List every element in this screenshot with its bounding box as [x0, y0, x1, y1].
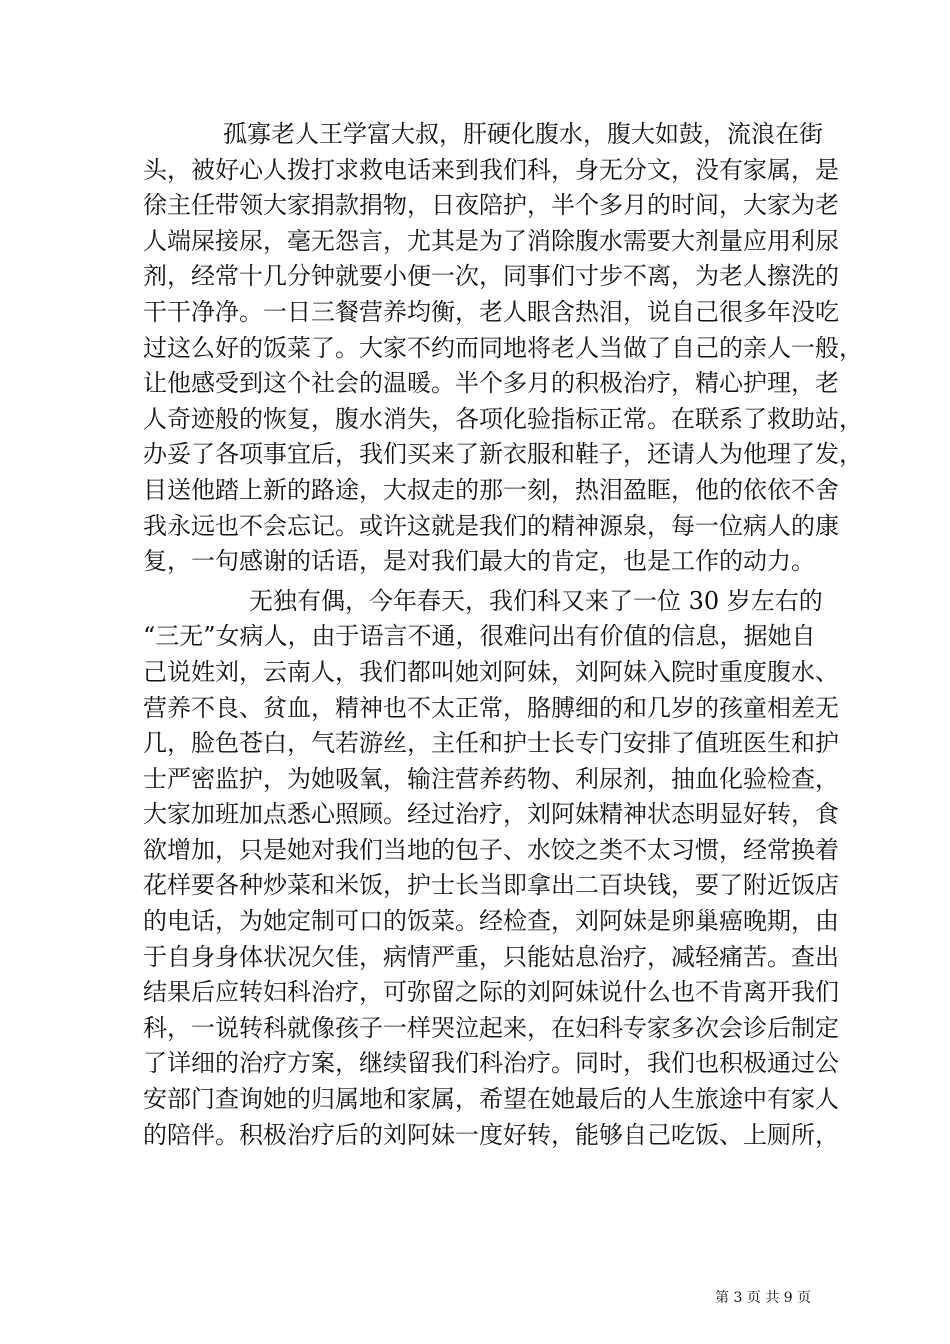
text-line: 科，一说转科就像孩子一样哭泣起来，在妇科专家多次会诊后制定 [143, 1013, 839, 1042]
page-number-footer: 第 3 页 共 9 页 [715, 1290, 812, 1306]
text-line: 大家加班加点悉心照顾。经过治疗，刘阿妹精神状态明显好转，食 [143, 800, 839, 829]
text-line: “三无”女病人，由于语言不通，很难问出有价值的信息，据她自 [143, 622, 816, 651]
text-line: 欲增加，只是她对我们当地的包子、水饺之类不太习惯，经常换着 [143, 835, 839, 864]
text-line: 办妥了各项事宜后，我们买来了新衣服和鞋子，还请人为他理了发， [143, 440, 863, 469]
text-line: 了详细的治疗方案，继续留我们科治疗。同时，我们也积极通过公 [143, 1049, 839, 1078]
text-line: 我永远也不会忘记。或许这就是我们的精神源泉，每一位病人的康 [143, 511, 839, 540]
text-line: 于自身身体状况欠佳，病情严重，只能姑息治疗，减轻痛苦。查出 [143, 942, 839, 971]
text-line: 己说姓刘，云南人，我们都叫她刘阿妹，刘阿妹入院时重度腹水、 [143, 657, 839, 686]
text-line: 复，一句感谢的话语，是对我们最大的肯定，也是工作的动力。 [143, 547, 815, 576]
text-line: 过这么好的饭菜了。大家不约而同地将老人当做了自己的亲人一般， [143, 333, 863, 362]
document-body [143, 117, 863, 1153]
text-line: 花样要各种炒菜和米饭，护士长当即拿出二百块钱，要了附近饭店 [143, 871, 839, 900]
text-line: 营养不良、贫血，精神也不太正常，胳膊细的和几岁的孩童相差无 [143, 693, 839, 722]
text-line: 让他感受到这个社会的温暖。半个多月的积极治疗，精心护理，老 [143, 369, 839, 398]
text-line: 头，被好心人拨打求救电话来到我们科，身无分文，没有家属，是 [143, 155, 839, 184]
text-line: 目送他踏上新的路途，大叔走的那一刻，热泪盈眶，他的依依不舍 [143, 475, 839, 504]
text-line: 的电话，为她定制可口的饭菜。经检查，刘阿妹是卵巢癌晚期，由 [143, 907, 839, 936]
text-line: 无独有偶，今年春天，我们科又来了一位 30 岁左右的 [249, 586, 823, 615]
text-line: 孤寡老人王学富大叔，肝硬化腹水，腹大如鼓，流浪在街 [223, 120, 823, 148]
text-line: 士严密监护，为她吸氧，输注营养药物、利尿剂，抽血化验检查， [143, 764, 839, 793]
paragraph-1 [143, 117, 863, 580]
text-line: 结果后应转妇科治疗，可弥留之际的刘阿妹说什么也不肯离开我们 [143, 978, 839, 1007]
text-line: 安部门查询她的归属地和家属，希望在她最后的人生旅途中有家人 [143, 1085, 839, 1114]
text-line: 几，脸色苍白，气若游丝，主任和护士长专门安排了值班医生和护 [143, 729, 839, 758]
text-line: 的陪伴。积极治疗后的刘阿妹一度好转，能够自己吃饭、上厕所， [143, 1120, 839, 1149]
text-line: 人端屎接尿，毫无怨言，尤其是为了消除腹水需要大剂量应用利尿 [143, 226, 839, 255]
text-line: 徐主任带领大家捐款捐物，日夜陪护，半个多月的时间，大家为老 [143, 191, 839, 220]
text-line: 剂，经常十几分钟就要小便一次，同事们寸步不离，为老人擦洗的 [143, 262, 839, 291]
paragraph-2 [143, 584, 839, 1154]
text-line: 人奇迹般的恢复，腹水消失，各项化验指标正常。在联系了救助站， [143, 404, 863, 433]
text-line: 干干净净。一日三餐营养均衡，老人眼含热泪，说自己很多年没吃 [143, 297, 839, 326]
